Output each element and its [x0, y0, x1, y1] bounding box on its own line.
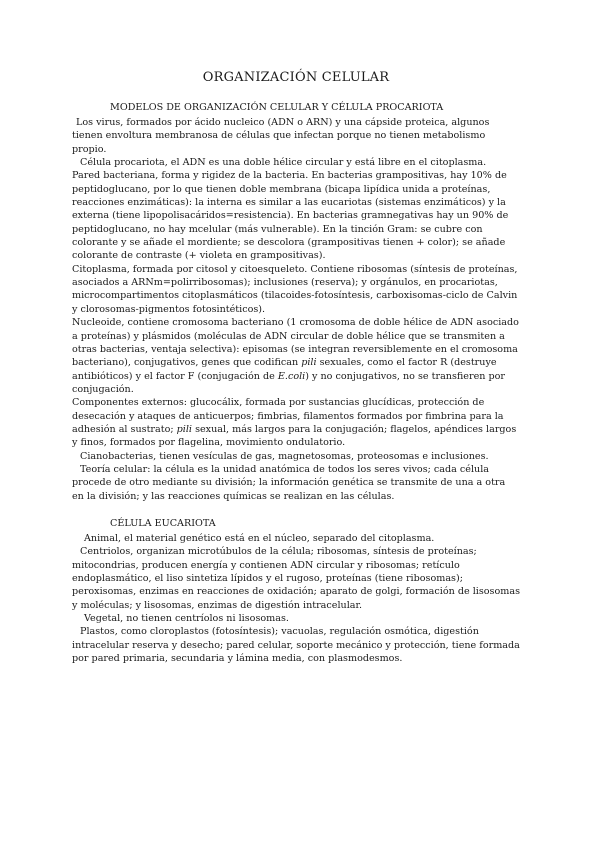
paragraph-centriolos: Centriolos, organizan microtúbulos de la célula; ribosomas, síntesis de proteínas; mitocondrias, producen energía y contienen ADN circular y ribosomas; retículo endoplasmático, el liso sintetiza lípidos y el rugoso, proteínas (tiene ribosomas); peroxisomas, enzimas en reacciones de oxidación; aparato de golgi, formación de lisosomas y moléculas; y lisosomas, enzimas de digestión intracelular. — [72, 546, 520, 611]
page-title: ORGANIZACIÓN CELULAR — [202, 70, 390, 85]
paragraph-plastos: Plastos, como cloroplastos (fotosíntesis); vacuolas, regulación osmótica, digestión intracelular reserva y desecho; pared celular, soporte mecánico y protección, tiene formada por pared primaria, secundaria y lámina media, con plasmodesmos. — [72, 626, 520, 665]
nucleoide-ecoli: E.coli — [277, 370, 306, 382]
componentes-text-a: Componentes externos: glucocálix, formada por sustancias glucídicas, protección de desecación y ataques de anticuerpos; fimbrias, filamentos formados por fimbrina para la adhesión al sustrato; — [72, 397, 504, 435]
paragraph-nucleoide — [72, 316, 520, 396]
paragraph-componentes — [72, 396, 520, 449]
nucleoide-text-c: ) y no conjugativos, no se transfieren por conjugación. — [72, 370, 505, 395]
paragraph-virus: Los virus, formados por ácido nucleico (ADN o ARN) y una cápside proteica, algunos tienen envoltura membranosa de células que infectan porque no tienen metabolismo propio. — [72, 117, 490, 155]
paragraph-pared: Pared bacteriana, forma y rigidez de la bacteria. En bacterias grampositivas, hay 10% de peptidoglucano, por lo que tienen doble membrana (bicapa lipídica unida a proteínas, reacciones enzimáticas): la interna es similar a las eucariotas (sistemas enzimáticos) y la externa (tiene lipopolisacáridos=resistencia). En bacterias gramnegativas hay un 90% de peptidoglucano, no hay mcelular (más vulnerable). En la tinción Gram: se cubre con colorante y se añade el mordiente; se descolora (grampositivas tienen + color); se añade colorante de contraste (+ violeta en grampositivas). — [72, 170, 509, 262]
section-heading-eucariota: CÉLULA EUCARIOTA — [110, 517, 216, 529]
nucleoide-text-b: sexuales, como el factor R (destruye antibióticos) y el factor F (conjugación de — [72, 357, 497, 382]
paragraph-citoplasma: Citoplasma, formada por citosol y citoesqueleto. Contiene ribosomas (síntesis de proteínas, asociados a ARNm=polirribosomas); inclusiones (reserva); y orgánulos, en procariotas, microcompartimentos citoplasmáticos (tilacoides-fotosíntesis, carboxisomas-ciclo de Calvin y clorosomas-pigmentos fotosintéticos). — [72, 263, 518, 315]
nucleoide-text-a: Nucleoide, contiene cromosoma bacteriano (1 cromosoma de doble hélice de ADN asociado a proteínas) y plásmidos (moléculas de ADN circular de doble hélice que se transmiten a otras bacterias, ventaja selectiva): episomas (se integran reversiblemente en el cromosoma bacteriano), conjugativos, genes que codifican — [72, 317, 519, 369]
section-gap — [72, 503, 520, 517]
paragraph-vegetal: Vegetal, no tienen centríolos ni lisosomas. — [84, 613, 289, 625]
document-page — [72, 70, 520, 665]
paragraph-cianobacterias: Cianobacterias, tienen vesículas de gas, magnetosomas, proteosomas e inclusiones. — [80, 450, 489, 462]
nucleoide-pili: pili — [301, 357, 317, 369]
componentes-pili: pili — [176, 423, 193, 435]
componentes-text-b: sexual, más largos para la conjugación; flagelos, apéndices largos y finos, formados por flagelina, movimiento ondulatorio. — [72, 423, 517, 449]
section-heading-procariota: MODELOS DE ORGANIZACIÓN CELULAR Y CÉLULA PROCARIOTA — [110, 102, 444, 113]
paragraph-procariota: Célula procariota, el ADN es una doble hélice circular y está libre en el citoplasma. — [80, 157, 487, 169]
paragraph-animal: Animal, el material genético está en el núcleo, separado del citoplasma. — [84, 532, 435, 544]
paragraph-teoria: Teoría celular: la célula es la unidad anatómica de todos los seres vivos; cada célula procede de otro mediante su división; la información genética se transmite de una a otra en la división; y las reacciones químicas se realizan en las células. — [72, 463, 506, 502]
